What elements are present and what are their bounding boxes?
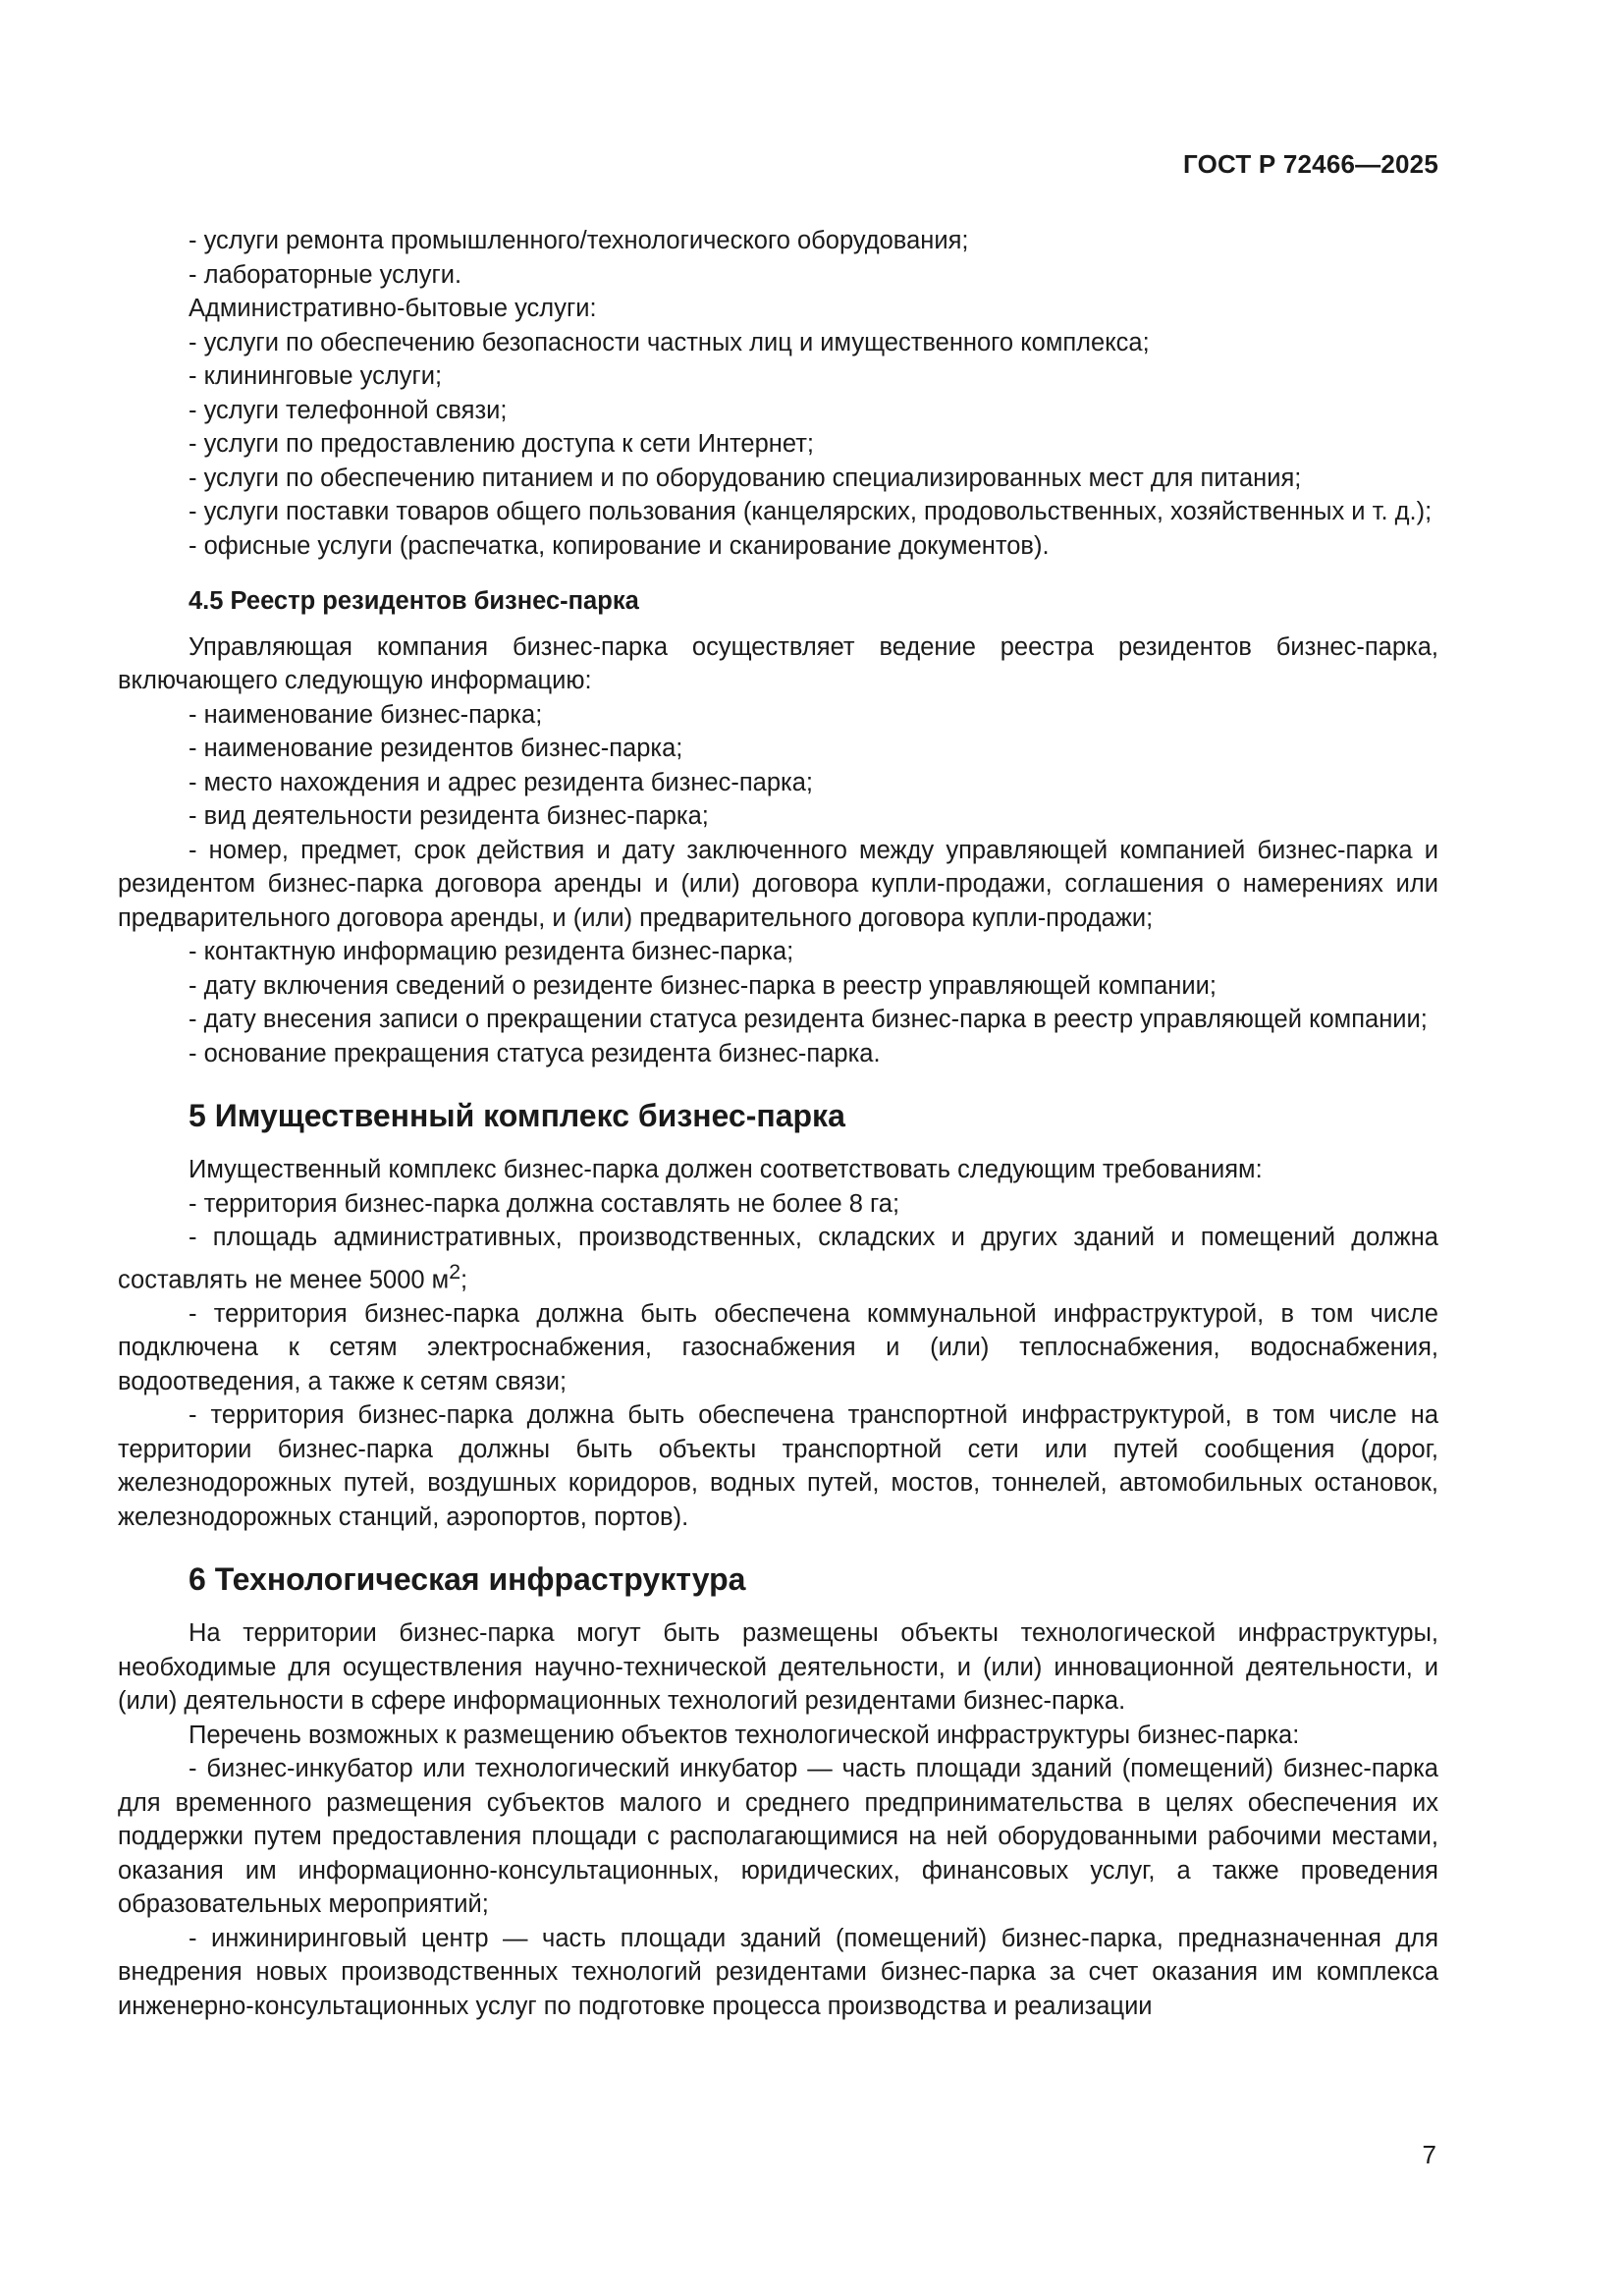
section-heading: 6 Технологическая инфраструктура bbox=[189, 1561, 746, 1597]
document-code-header: ГОСТ Р 72466—2025 bbox=[1183, 149, 1438, 179]
list-item: - клининговые услуги; bbox=[189, 362, 443, 390]
list-item: - лабораторные услуги. bbox=[189, 260, 462, 289]
list-item: - основание прекращения статуса резидента бизнес-парка. bbox=[189, 1039, 881, 1067]
list-item: - дату внесения записи о прекращении статуса резидента бизнес-парка в реестр управляющей компании; bbox=[189, 1006, 1428, 1033]
list-item: - услуги поставки товаров общего пользования (канцелярских, продовольственных, хозяйственных и т. д.); bbox=[189, 498, 1433, 525]
list-item: - бизнес-инкубатор или технологический инкубатор — часть площади зданий (помещений) бизнес-парка для временного размещения субъектов малого и среднего предпринимательства в целях обеспечения их поддержки путем предоставления площади с располагающимися на ней оборудованными рабочими местами, оказания им информационно-консультационных, юридических, финансовых услуг, а также проведения образовательных мероприятий; bbox=[118, 1755, 1438, 1918]
list-item: - вид деятельности резидента бизнес-парка; bbox=[189, 802, 709, 830]
paragraph-text-end: ; bbox=[460, 1266, 468, 1293]
list-item: - наименование бизнес-парка; bbox=[189, 700, 543, 729]
list-item: - услуги по обеспечению питанием и по оборудованию специализированных мест для питания; bbox=[189, 464, 1302, 492]
paragraph: На территории бизнес-парка могут быть размещены объекты технологической инфраструктуры, необходимые для осуществления научно-технической деятельности, и (или) инновационной деятельности, и (или) деятельности в сфере информационных технологий резидентами бизнес-парка. bbox=[118, 1619, 1438, 1715]
list-item: - услуги телефонной связи; bbox=[189, 396, 508, 424]
subsection-heading: 4.5 Реестр резидентов бизнес-парка bbox=[189, 587, 639, 615]
paragraph: Управляющая компания бизнес-парка осуществляет ведение реестра резидентов бизнес-парка, включающего следующую информацию: bbox=[118, 632, 1438, 694]
paragraph: Имущественный комплекс бизнес-парка должен соответствовать следующим требованиям: bbox=[189, 1156, 1263, 1183]
section-heading: 5 Имущественный комплекс бизнес-парка bbox=[189, 1098, 845, 1133]
list-item: - контактную информацию резидента бизнес-парка; bbox=[189, 938, 794, 965]
superscript: 2 bbox=[449, 1259, 461, 1284]
list-item: - номер, предмет, срок действия и дату заключенного между управляющей компанией бизнес-парка и резидентом бизнес-парка договора аренды и (или) договора купли-продажи, соглашения о намерениях или предварительного договора аренды, и (или) предварительного договора купли-продажи; bbox=[118, 836, 1438, 932]
paragraph-text: - площадь административных, производственных, складских и других зданий и помещений должна составлять не менее 5000 м bbox=[118, 1224, 1438, 1293]
paragraph: Административно-бытовые услуги: bbox=[189, 295, 597, 322]
list-item: - наименование резидентов бизнес-парка; bbox=[189, 735, 683, 762]
list-item: - дату включения сведений о резиденте бизнес-парка в реестр управляющей компании; bbox=[189, 971, 1217, 1000]
list-item: - место нахождения и адрес резидента бизнес-парка; bbox=[189, 768, 813, 796]
list-item: - территория бизнес-парка должна быть обеспечена транспортной инфраструктурой, в том числе на территории бизнес-парка должны быть объекты транспортной сети или путей сообщения (дорог, железнодорожных путей, воздушных коридоров, водных путей, мостов, тоннелей, автомобильных остановок, железнодорожных станций, аэропортов, портов). bbox=[118, 1401, 1438, 1531]
list-item: - инжиниринговый центр — часть площади зданий (помещений) бизнес-парка, предназначенная для внедрения новых производственных технологий резидентами бизнес-парка за счет оказания им комплекса инженерно-консультационных услуг по подготовке процесса производства и реализации bbox=[118, 1924, 1438, 2020]
paragraph: Перечень возможных к размещению объектов технологической инфраструктуры бизнес-парка: bbox=[189, 1721, 1300, 1749]
list-item: - офисные услуги (распечатка, копирование и сканирование документов). bbox=[189, 531, 1050, 560]
list-item: - услуги по обеспечению безопасности частных лиц и имущественного комплекса; bbox=[189, 328, 1150, 356]
page-number: 7 bbox=[1422, 2140, 1436, 2169]
list-item: - территория бизнес-парка должна быть обеспечена коммунальной инфраструктурой, в том числе подключена к сетям электроснабжения, газоснабжения и (или) теплоснабжения, водоснабжения, водоотведения, а также к сетям связи; bbox=[118, 1299, 1438, 1395]
paragraph bbox=[118, 1221, 1438, 1297]
list-item: - территория бизнес-парка должна составлять не более 8 га; bbox=[189, 1189, 900, 1218]
list-item: - услуги по предоставлению доступа к сети Интернет; bbox=[189, 430, 814, 458]
document-body bbox=[118, 224, 1438, 2023]
list-item: - услуги ремонта промышленного/технологического оборудования; bbox=[189, 227, 969, 254]
